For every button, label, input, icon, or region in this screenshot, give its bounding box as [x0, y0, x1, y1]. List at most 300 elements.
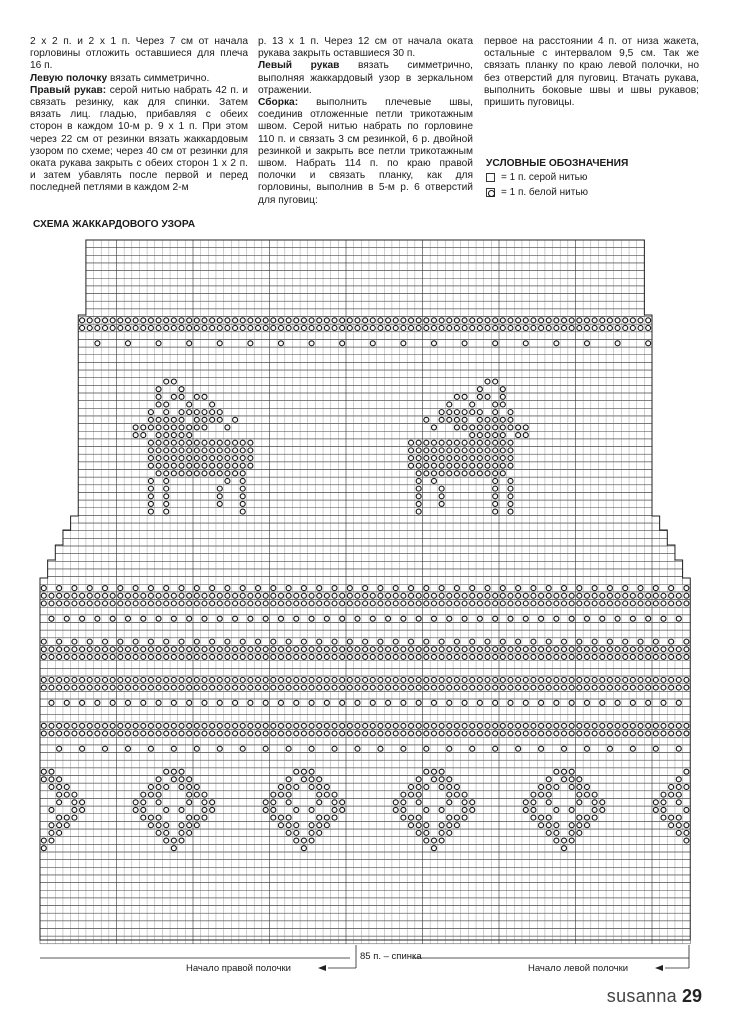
- stitch-dot: [95, 685, 100, 690]
- stitch-dot: [630, 616, 635, 621]
- stitch-dot: [424, 471, 429, 476]
- stitch-dot: [110, 685, 115, 690]
- stitch-dot: [194, 417, 199, 422]
- stitch-dot: [584, 746, 589, 751]
- stitch-dot: [141, 731, 146, 736]
- stitch-dot: [309, 685, 314, 690]
- stitch-dot: [493, 677, 498, 682]
- stitch-dot: [194, 448, 199, 453]
- stitch-dot: [95, 731, 100, 736]
- stitch-dot: [87, 593, 92, 598]
- stitch-dot: [41, 723, 46, 728]
- stitch-dot: [156, 425, 161, 430]
- stitch-dot: [546, 318, 551, 323]
- stitch-dot: [661, 731, 666, 736]
- stitch-dot: [638, 318, 643, 323]
- stitch-dot: [240, 654, 245, 659]
- stitch-dot: [80, 700, 85, 705]
- stitch-dot: [401, 815, 406, 820]
- stitch-dot: [125, 647, 130, 652]
- stitch-dot: [72, 731, 77, 736]
- stitch-dot: [676, 677, 681, 682]
- stitch-dot: [148, 677, 153, 682]
- stitch-dot: [508, 494, 513, 499]
- stitch-dot: [669, 593, 674, 598]
- stitch-dot: [431, 456, 436, 461]
- stitch-dot: [240, 478, 245, 483]
- chart-row: [40, 860, 690, 868]
- stitch-dot: [324, 325, 329, 330]
- stitch-dot: [447, 746, 452, 751]
- stitch-dot: [355, 746, 360, 751]
- stitch-dot: [477, 647, 482, 652]
- stitch-dot: [240, 586, 245, 591]
- stitch-dot: [263, 731, 268, 736]
- stitch-dot: [470, 448, 475, 453]
- chart-row: [40, 875, 690, 883]
- stitch-dot: [401, 341, 406, 346]
- stitch-dot: [187, 654, 192, 659]
- chart-row: [40, 844, 690, 852]
- stitch-dot: [416, 478, 421, 483]
- stitch-dot: [684, 647, 689, 652]
- stitch-dot: [164, 769, 169, 774]
- stitch-dot: [64, 654, 69, 659]
- stitch-dot: [508, 593, 513, 598]
- stitch-dot: [584, 792, 589, 797]
- stitch-dot: [653, 647, 658, 652]
- stitch-dot: [431, 325, 436, 330]
- stitch-dot: [217, 456, 222, 461]
- chart-row: [86, 255, 644, 263]
- stitch-dot: [210, 463, 215, 468]
- stitch-dot: [477, 731, 482, 736]
- stitch-dot: [355, 677, 360, 682]
- stitch-dot: [125, 731, 130, 736]
- stitch-dot: [164, 639, 169, 644]
- stitch-dot: [500, 394, 505, 399]
- stitch-dot: [202, 731, 207, 736]
- stitch-dot: [439, 593, 444, 598]
- stitch-dot: [638, 586, 643, 591]
- stitch-dot: [233, 471, 238, 476]
- stitch-dot: [554, 838, 559, 843]
- stitch-dot: [569, 784, 574, 789]
- stitch-dot: [370, 647, 375, 652]
- stitch-dot: [630, 685, 635, 690]
- stitch-dot: [523, 616, 528, 621]
- stitch-dot: [72, 639, 77, 644]
- stitch-dot: [179, 325, 184, 330]
- stitch-dot: [187, 823, 192, 828]
- stitch-dot: [546, 823, 551, 828]
- stitch-dot: [470, 677, 475, 682]
- stitch-dot: [424, 830, 429, 835]
- stitch-dot: [684, 784, 689, 789]
- stitch-dot: [653, 746, 658, 751]
- stitch-dot: [332, 318, 337, 323]
- stitch-dot: [523, 433, 528, 438]
- stitch-dot: [171, 846, 176, 851]
- stitch-dot: [179, 823, 184, 828]
- stitch-dot: [623, 593, 628, 598]
- stitch-dot: [439, 417, 444, 422]
- stitch-dot: [669, 586, 674, 591]
- stitch-dot: [600, 731, 605, 736]
- chart-row: [40, 630, 690, 638]
- stitch-dot: [148, 823, 153, 828]
- stitch-dot: [347, 593, 352, 598]
- stitch-dot: [623, 723, 628, 728]
- stitch-dot: [278, 792, 283, 797]
- stitch-dot: [516, 746, 521, 751]
- stitch-dot: [57, 815, 62, 820]
- stitch-dot: [684, 769, 689, 774]
- stitch-dot: [454, 685, 459, 690]
- stitch-dot: [523, 601, 528, 606]
- stitch-dot: [164, 456, 169, 461]
- stitch-dot: [148, 593, 153, 598]
- stitch-dot: [623, 677, 628, 682]
- stitch-dot: [309, 838, 314, 843]
- stitch-dot: [95, 341, 100, 346]
- stitch-dot: [278, 325, 283, 330]
- stitch-dot: [393, 601, 398, 606]
- stitch-dot: [630, 654, 635, 659]
- stitch-dot: [454, 792, 459, 797]
- stitch-dot: [171, 440, 176, 445]
- stitch-dot: [623, 639, 628, 644]
- stitch-dot: [562, 601, 567, 606]
- stitch-dot: [194, 792, 199, 797]
- chart-row: [78, 385, 652, 393]
- stitch-dot: [592, 807, 597, 812]
- stitch-dot: [355, 731, 360, 736]
- stitch-dot: [263, 325, 268, 330]
- stitch-dot: [133, 685, 138, 690]
- stitch-dot: [187, 784, 192, 789]
- stitch-dot: [103, 723, 108, 728]
- stitch-dot: [623, 601, 628, 606]
- stitch-dot: [516, 677, 521, 682]
- stitch-dot: [187, 731, 192, 736]
- stitch-dot: [256, 723, 261, 728]
- stitch-dot: [301, 325, 306, 330]
- stitch-dot: [454, 425, 459, 430]
- stitch-dot: [592, 731, 597, 736]
- stitch-dot: [638, 639, 643, 644]
- stitch-dot: [401, 800, 406, 805]
- stitch-dot: [256, 593, 261, 598]
- stitch-dot: [64, 601, 69, 606]
- stitch-dot: [148, 723, 153, 728]
- stitch-dot: [133, 639, 138, 644]
- stitch-dot: [156, 654, 161, 659]
- stitch-dot: [210, 807, 215, 812]
- stitch-dot: [386, 601, 391, 606]
- stitch-dot: [317, 792, 322, 797]
- stitch-dot: [378, 586, 383, 591]
- stitch-dot: [187, 410, 192, 415]
- stitch-dot: [370, 723, 375, 728]
- stitch-dot: [80, 807, 85, 812]
- stitch-dot: [577, 823, 582, 828]
- stitch-dot: [363, 731, 368, 736]
- stitch-dot: [317, 800, 322, 805]
- stitch-dot: [470, 685, 475, 690]
- stitch-dot: [347, 723, 352, 728]
- stitch-dot: [332, 792, 337, 797]
- stitch-dot: [615, 677, 620, 682]
- stitch-dot: [210, 639, 215, 644]
- stitch-dot: [49, 769, 54, 774]
- stitch-dot: [554, 677, 559, 682]
- chart-row: [86, 240, 644, 248]
- stitch-dot: [554, 616, 559, 621]
- stitch-dot: [41, 838, 46, 843]
- stitch-dot: [225, 425, 230, 430]
- stitch-dot: [164, 823, 169, 828]
- chart-row: [40, 668, 690, 676]
- stitch-dot: [393, 731, 398, 736]
- stitch-dot: [661, 685, 666, 690]
- stitch-dot: [409, 593, 414, 598]
- stitch-dot: [194, 731, 199, 736]
- stitch-dot: [493, 318, 498, 323]
- stitch-dot: [340, 601, 345, 606]
- stitch-dot: [539, 647, 544, 652]
- stitch-dot: [164, 433, 169, 438]
- stitch-dot: [240, 639, 245, 644]
- stitch-dot: [454, 448, 459, 453]
- stitch-dot: [661, 815, 666, 820]
- stitch-dot: [225, 586, 230, 591]
- stitch-dot: [217, 417, 222, 422]
- stitch-dot: [278, 318, 283, 323]
- stitch-dot: [141, 800, 146, 805]
- stitch-dot: [539, 601, 544, 606]
- stitch-dot: [516, 685, 521, 690]
- stitch-dot: [454, 417, 459, 422]
- stitch-dot: [554, 318, 559, 323]
- stitch-dot: [210, 318, 215, 323]
- stitch-dot: [607, 685, 612, 690]
- stitch-dot: [370, 341, 375, 346]
- stitch-dot: [676, 830, 681, 835]
- stitch-dot: [584, 593, 589, 598]
- stitch-dot: [454, 731, 459, 736]
- stitch-dot: [164, 417, 169, 422]
- stitch-dot: [309, 700, 314, 705]
- stitch-dot: [554, 807, 559, 812]
- stitch-dot: [500, 318, 505, 323]
- stitch-dot: [592, 677, 597, 682]
- stitch-dot: [684, 639, 689, 644]
- stitch-dot: [294, 654, 299, 659]
- stitch-dot: [500, 601, 505, 606]
- stitch-dot: [493, 410, 498, 415]
- stitch-dot: [416, 616, 421, 621]
- stitch-dot: [370, 601, 375, 606]
- stitch-dot: [416, 830, 421, 835]
- stitch-dot: [332, 639, 337, 644]
- stitch-dot: [217, 723, 222, 728]
- chart-row: [40, 867, 690, 875]
- stitch-dot: [500, 456, 505, 461]
- stitch-dot: [554, 325, 559, 330]
- stitch-dot: [470, 647, 475, 652]
- stitch-dot: [523, 654, 528, 659]
- chart-row: [40, 615, 690, 623]
- stitch-dot: [584, 318, 589, 323]
- stitch-dot: [347, 654, 352, 659]
- stitch-dot: [248, 456, 253, 461]
- stitch-dot: [57, 746, 62, 751]
- stitch-dot: [607, 639, 612, 644]
- stitch-dot: [607, 746, 612, 751]
- stitch-dot: [470, 471, 475, 476]
- stitch-dot: [217, 501, 222, 506]
- stitch-dot: [164, 677, 169, 682]
- stitch-dot: [470, 410, 475, 415]
- stitch-dot: [630, 318, 635, 323]
- stitch-dot: [401, 647, 406, 652]
- stitch-dot: [340, 647, 345, 652]
- stitch-dot: [263, 685, 268, 690]
- stitch-dot: [217, 494, 222, 499]
- stitch-dot: [546, 685, 551, 690]
- chart-row: [40, 829, 690, 837]
- stitch-dot: [470, 463, 475, 468]
- chart-row: [78, 339, 652, 347]
- stitch-dot: [431, 601, 436, 606]
- stitch-dot: [393, 800, 398, 805]
- stitch-dot: [317, 601, 322, 606]
- stitch-dot: [508, 647, 513, 652]
- stitch-dot: [493, 601, 498, 606]
- stitch-dot: [584, 616, 589, 621]
- stitch-dot: [171, 723, 176, 728]
- chart-row: [78, 347, 652, 355]
- stitch-dot: [508, 654, 513, 659]
- stitch-dot: [462, 601, 467, 606]
- stitch-dot: [72, 723, 77, 728]
- stitch-dot: [569, 677, 574, 682]
- stitch-dot: [584, 647, 589, 652]
- stitch-dot: [630, 746, 635, 751]
- stitch-dot: [64, 593, 69, 598]
- stitch-dot: [409, 792, 414, 797]
- stitch-dot: [340, 325, 345, 330]
- stitch-dot: [324, 601, 329, 606]
- stitch-dot: [684, 677, 689, 682]
- stitch-dot: [447, 830, 452, 835]
- chart-row: [40, 783, 690, 791]
- chart-row: [48, 569, 683, 577]
- stitch-dot: [80, 601, 85, 606]
- stitch-dot: [424, 463, 429, 468]
- stitch-dot: [409, 815, 414, 820]
- stitch-dot: [202, 792, 207, 797]
- stitch-dot: [64, 731, 69, 736]
- stitch-dot: [148, 815, 153, 820]
- stitch-dot: [653, 593, 658, 598]
- stitch-dot: [577, 677, 582, 682]
- stitch-dot: [125, 593, 130, 598]
- stitch-dot: [271, 325, 276, 330]
- start-right-front-label: Начало правой полочки: [186, 963, 291, 974]
- stitch-dot: [493, 654, 498, 659]
- stitch-dot: [470, 746, 475, 751]
- stitch-dot: [171, 616, 176, 621]
- stitch-dot: [164, 586, 169, 591]
- stitch-dot: [569, 318, 574, 323]
- stitch-dot: [271, 593, 276, 598]
- stitch-dot: [409, 823, 414, 828]
- stitch-dot: [194, 654, 199, 659]
- stitch-dot: [431, 838, 436, 843]
- stitch-dot: [508, 425, 513, 430]
- stitch-dot: [470, 731, 475, 736]
- stitch-dot: [80, 677, 85, 682]
- stitch-dot: [424, 823, 429, 828]
- stitch-dot: [477, 723, 482, 728]
- stitch-dot: [164, 402, 169, 407]
- chart-row: [55, 554, 675, 562]
- stitch-dot: [171, 685, 176, 690]
- stitch-dot: [202, 471, 207, 476]
- stitch-dot: [233, 325, 238, 330]
- stitch-dot: [332, 677, 337, 682]
- stitch-dot: [57, 830, 62, 835]
- stitch-dot: [393, 677, 398, 682]
- stitch-dot: [49, 777, 54, 782]
- stitch-dot: [554, 769, 559, 774]
- stitch-dot: [646, 593, 651, 598]
- stitch-dot: [669, 685, 674, 690]
- stitch-dot: [439, 456, 444, 461]
- stitch-dot: [646, 700, 651, 705]
- stitch-dot: [41, 777, 46, 782]
- stitch-dot: [217, 746, 222, 751]
- stitch-dot: [500, 417, 505, 422]
- stitch-dot: [477, 616, 482, 621]
- stitch-dot: [431, 593, 436, 598]
- stitch-dot: [477, 318, 482, 323]
- stitch-dot: [584, 723, 589, 728]
- stitch-dot: [516, 639, 521, 644]
- stitch-dot: [508, 731, 513, 736]
- stitch-dot: [171, 777, 176, 782]
- stitch-dot: [378, 325, 383, 330]
- stitch-dot: [447, 647, 452, 652]
- stitch-dot: [378, 593, 383, 598]
- stitch-dot: [294, 784, 299, 789]
- stitch-dot: [378, 639, 383, 644]
- stitch-dot: [340, 800, 345, 805]
- stitch-dot: [577, 731, 582, 736]
- stitch-dot: [638, 723, 643, 728]
- stitch-dot: [263, 800, 268, 805]
- stitch-dot: [156, 677, 161, 682]
- stitch-dot: [409, 325, 414, 330]
- stitch-dot: [156, 731, 161, 736]
- stitch-dot: [447, 616, 452, 621]
- stitch-dot: [363, 601, 368, 606]
- stitch-dot: [409, 677, 414, 682]
- stitch-dot: [301, 639, 306, 644]
- stitch-dot: [309, 654, 314, 659]
